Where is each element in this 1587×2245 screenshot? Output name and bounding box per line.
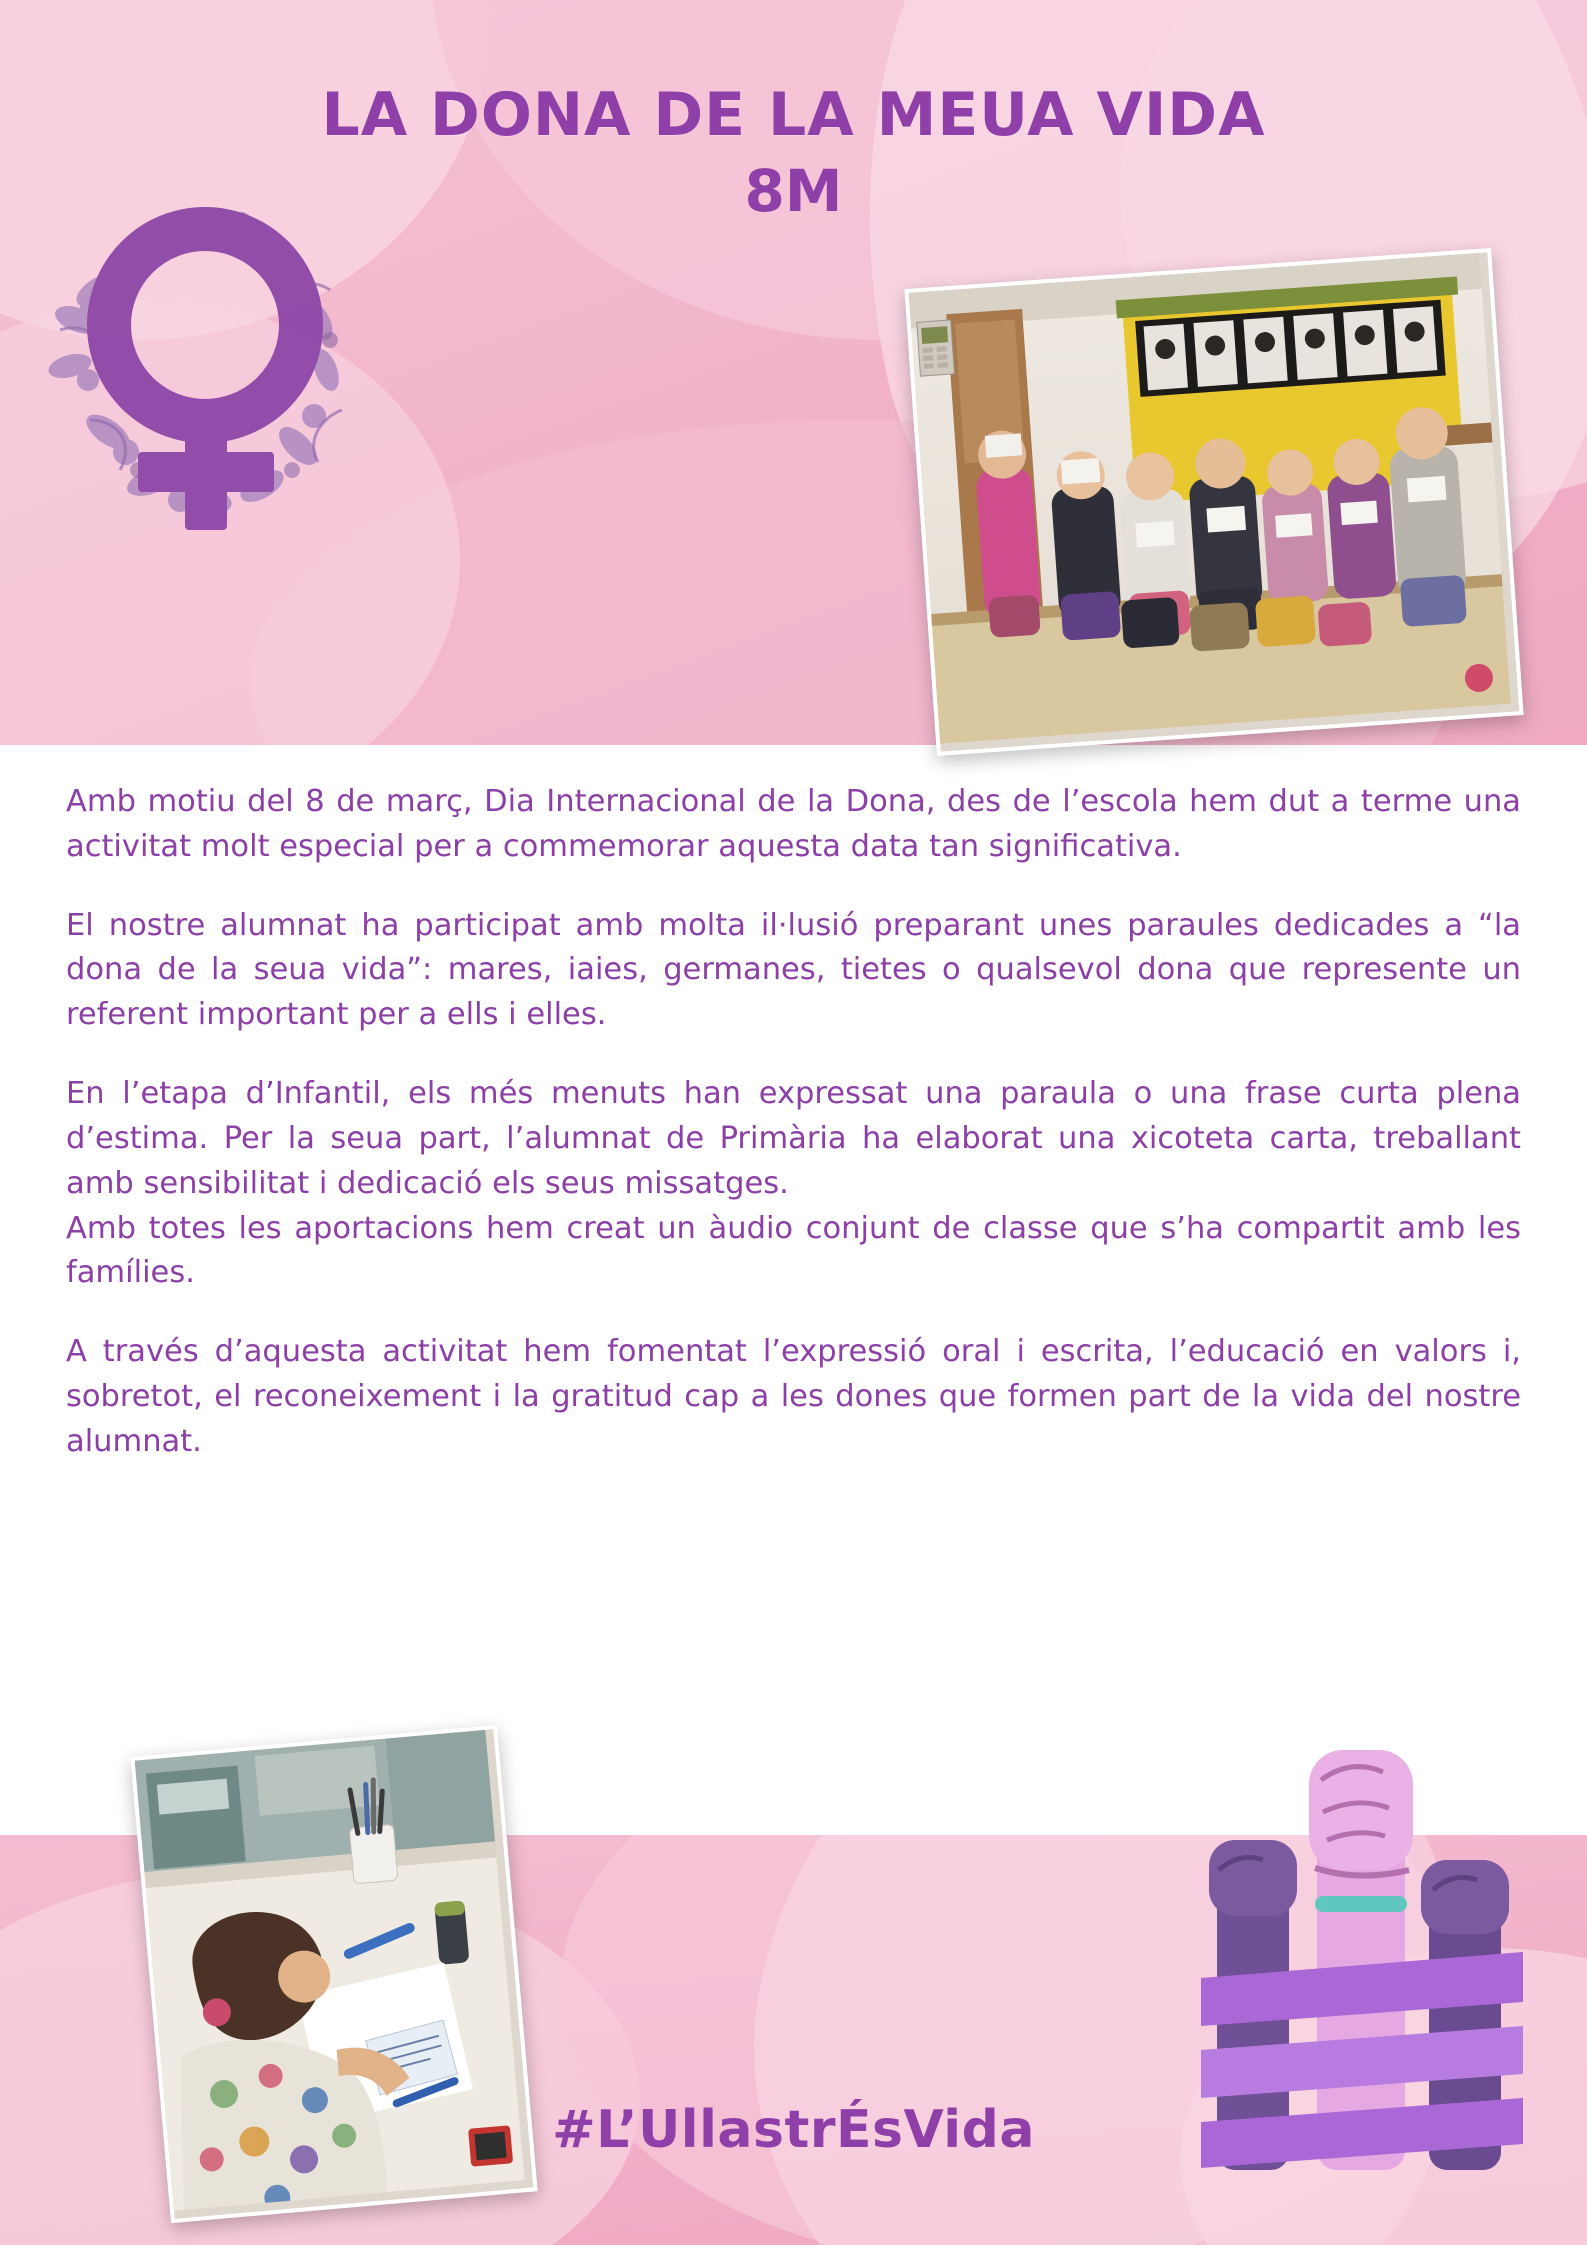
classroom-photo xyxy=(904,248,1523,756)
page-title: LA DONA DE LA MEUA VIDA xyxy=(321,80,1266,150)
paragraph-5: A través d’aquesta activitat hem fomentat l’expressió oral i escrita, l’educació en valors i, sobretot, el reconeixement i la gratitud cap a les dones que formen part de la vida del nostre alumnat. xyxy=(66,1334,1521,1459)
article-text xyxy=(66,780,1521,1499)
hashtag: #L’UllastrÉsVida xyxy=(552,2100,1035,2160)
page-subtitle: 8M xyxy=(744,156,843,225)
paragraph-1: Amb motiu del 8 de març, Dia Internacional de la Dona, des de l’escola hem dut a terme una activitat molt especial per a commemorar aquesta data tan significativa. xyxy=(66,784,1521,864)
paragraph-3: En l’etapa d’Infantil, els més menuts han expressat una paraula o una frase curta plena d’estima. Per la seua part, l’alumnat de Primària ha elaborat una xicoteta carta, treballant amb sensibilitat i dedicació els seus missatges. xyxy=(66,1076,1521,1201)
paragraph-4: Amb totes les aportacions hem creat un àudio conjunt de classe que s’ha compartit amb les famílies. xyxy=(66,1210,1521,1291)
poster-title-block xyxy=(0,80,1587,225)
paragraph-2: El nostre alumnat ha participat amb molta il·lusió preparant unes paraules dedicades a “la dona de la seua vida”: mares, iaies, germanes, tietes o qualsevol dona que represente un referent important per a ells i elles. xyxy=(66,907,1521,1033)
body-content xyxy=(0,745,1587,1835)
